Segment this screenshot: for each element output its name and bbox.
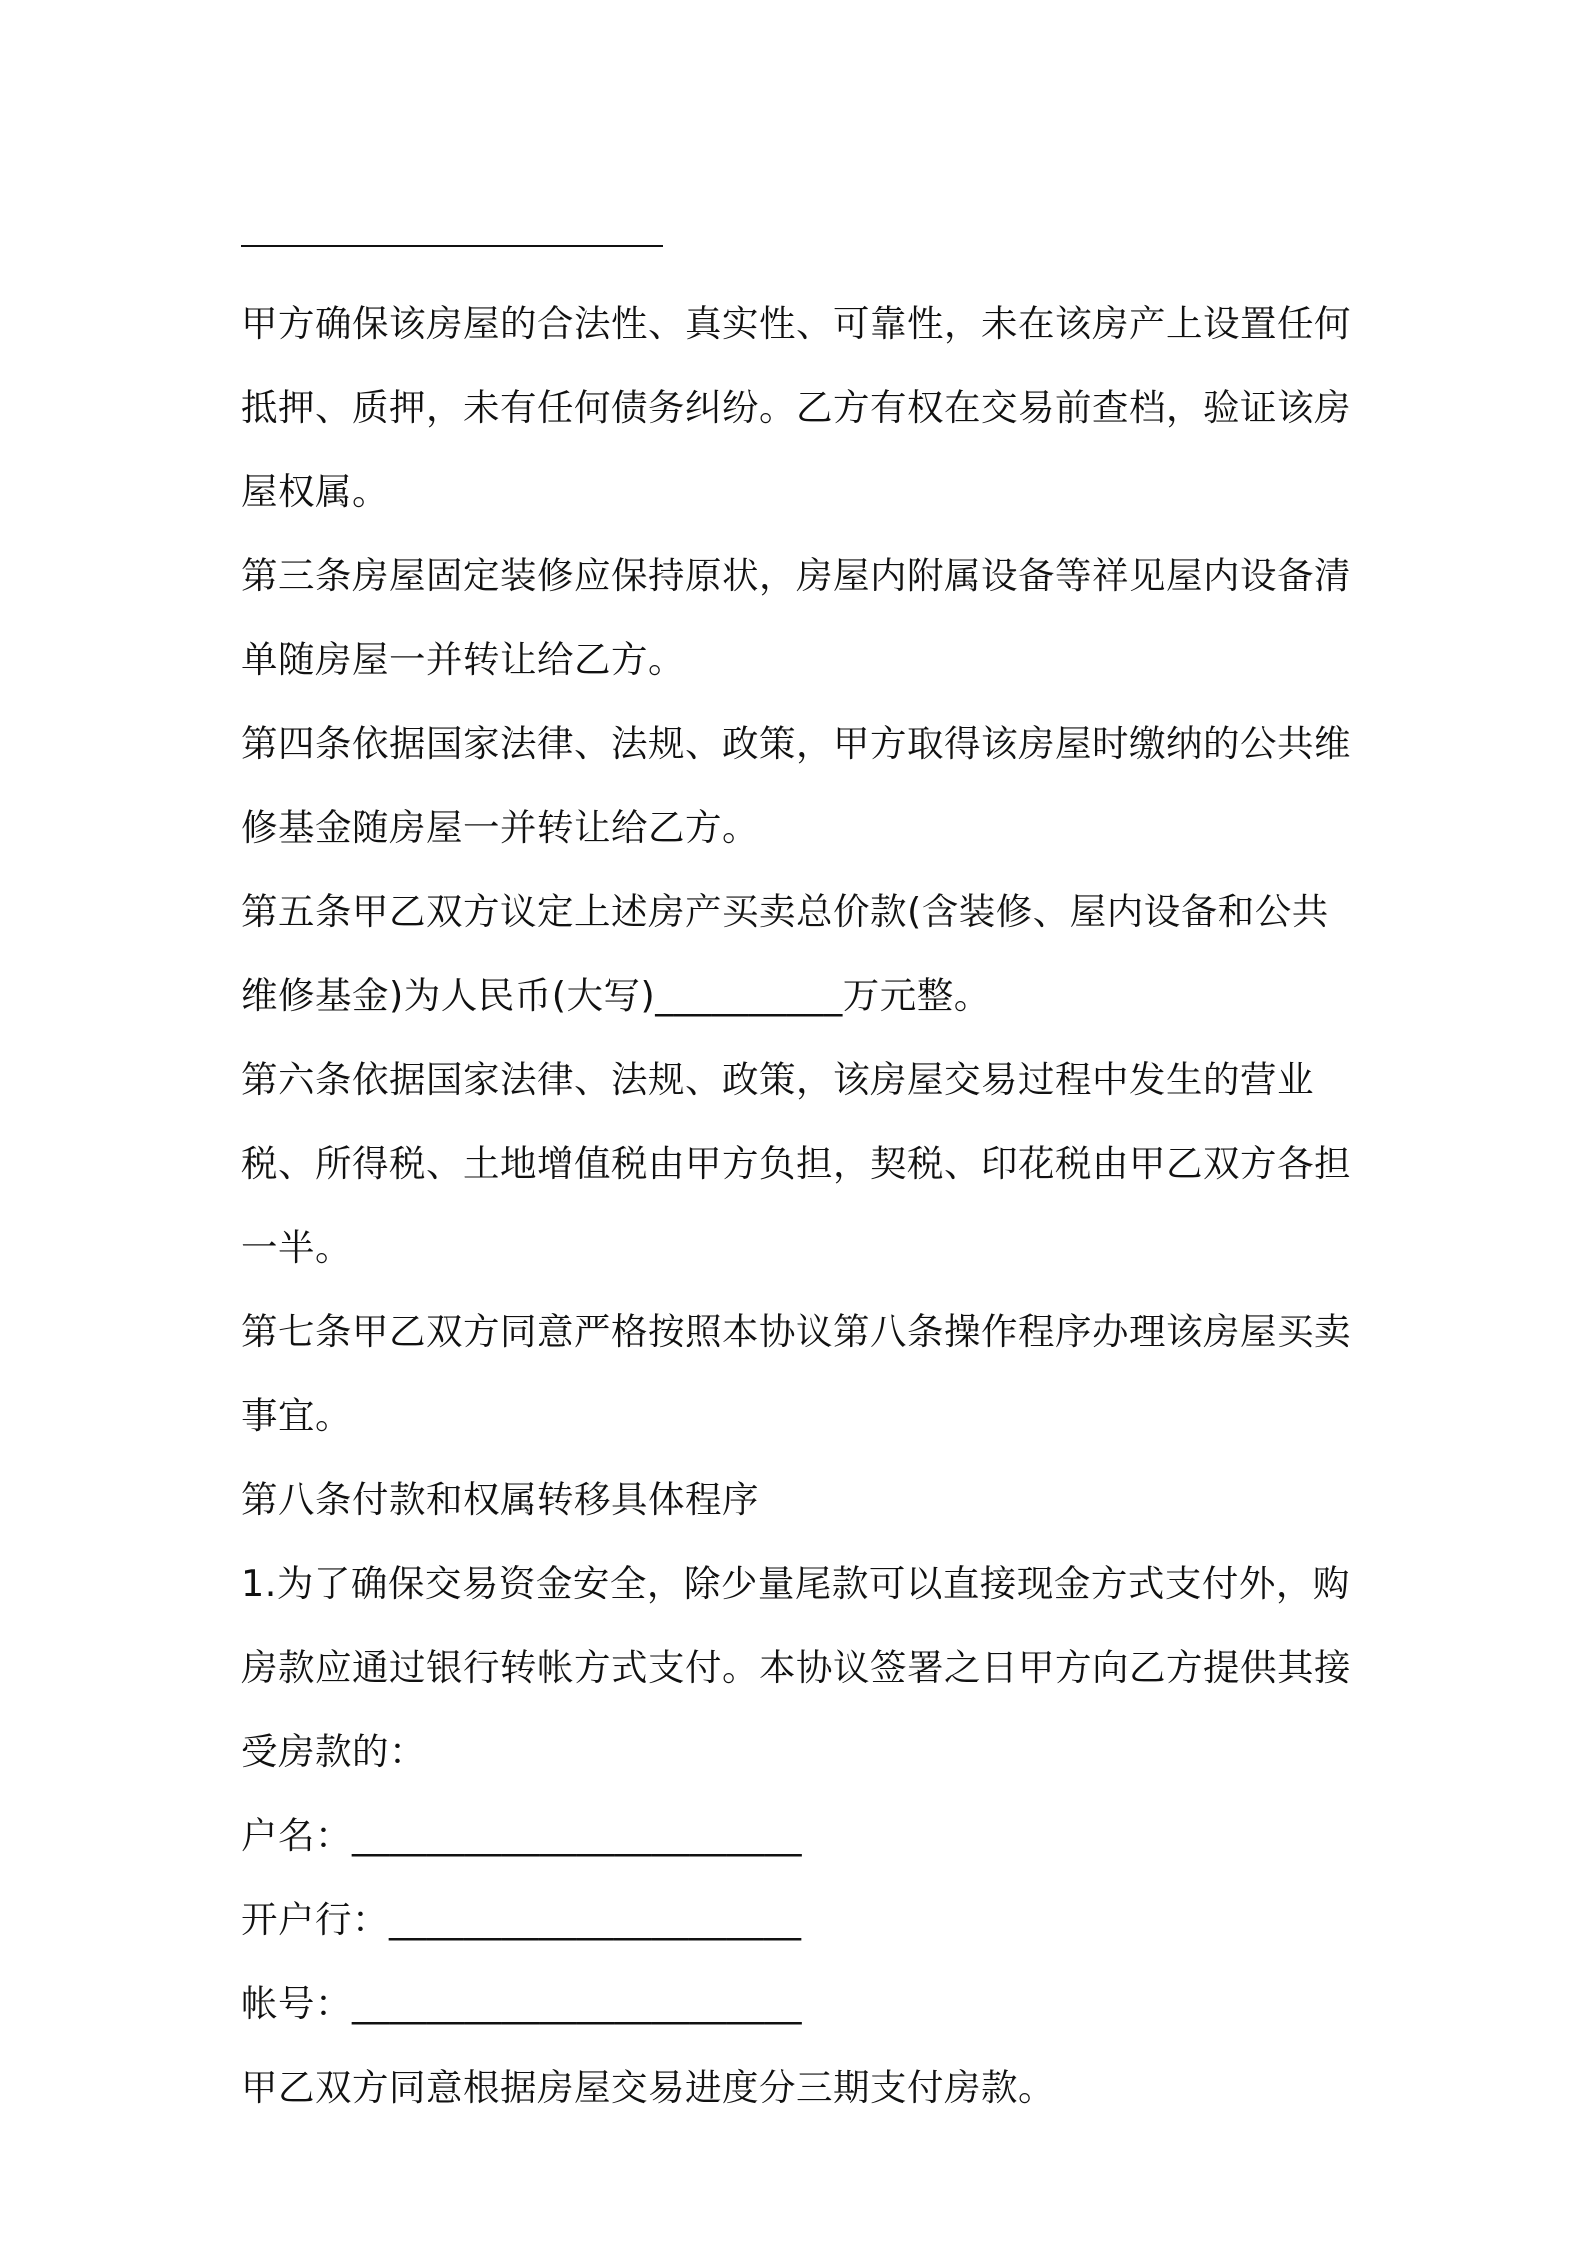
paragraph-article-4: 第四条依据国家法律、法规、政策，甲方取得该房屋时缴纳的公共维修基金随房屋一并转让给乙方。 [241, 722, 1351, 849]
paragraph-article-7: 第七条甲乙双方同意严格按照本协议第八条操作程序办理该房屋买卖事宜。 [241, 1310, 1351, 1437]
bank-field: 开户行：______________________ [241, 1898, 802, 1941]
paragraph-guarantee: 甲方确保该房屋的合法性、真实性、可靠性，未在该房产上设置任何抵押、质押，未有任何债务纠纷。乙方有权在交易前查档，验证该房屋权属。 [241, 302, 1351, 513]
paragraph-article-8-title: 第八条付款和权属转移具体程序 [241, 1478, 759, 1521]
paragraph-article-3: 第三条房屋固定装修应保持原状，房屋内附属设备等祥见屋内设备清单随房屋一并转让给乙方。 [241, 554, 1351, 681]
paragraph-article-5: 第五条甲乙双方议定上述房产买卖总价款(含装修、屋内设备和公共维修基金)为人民币(大写)__________万元整。 [241, 890, 1329, 1017]
account-number-field: 帐号：________________________ [241, 1982, 802, 2025]
paragraph-article-8-item-1: 1.为了确保交易资金安全，除少量尾款可以直接现金方式支付外，购房款应通过银行转帐方式支付。本协议签署之日甲方向乙方提供其接受房款的： [241, 1562, 1351, 1773]
paragraph-article-6: 第六条依据国家法律、法规、政策，该房屋交易过程中发生的营业税、所得税、土地增值税由甲方负担，契税、印花税由甲乙双方各担一半。 [241, 1058, 1351, 1269]
account-name-field: 户名：________________________ [241, 1814, 802, 1857]
document-body [241, 282, 1361, 2130]
paragraph-payment-schedule: 甲乙双方同意根据房屋交易进度分三期支付房款。 [241, 2066, 1055, 2109]
top-blank-line [241, 245, 663, 247]
